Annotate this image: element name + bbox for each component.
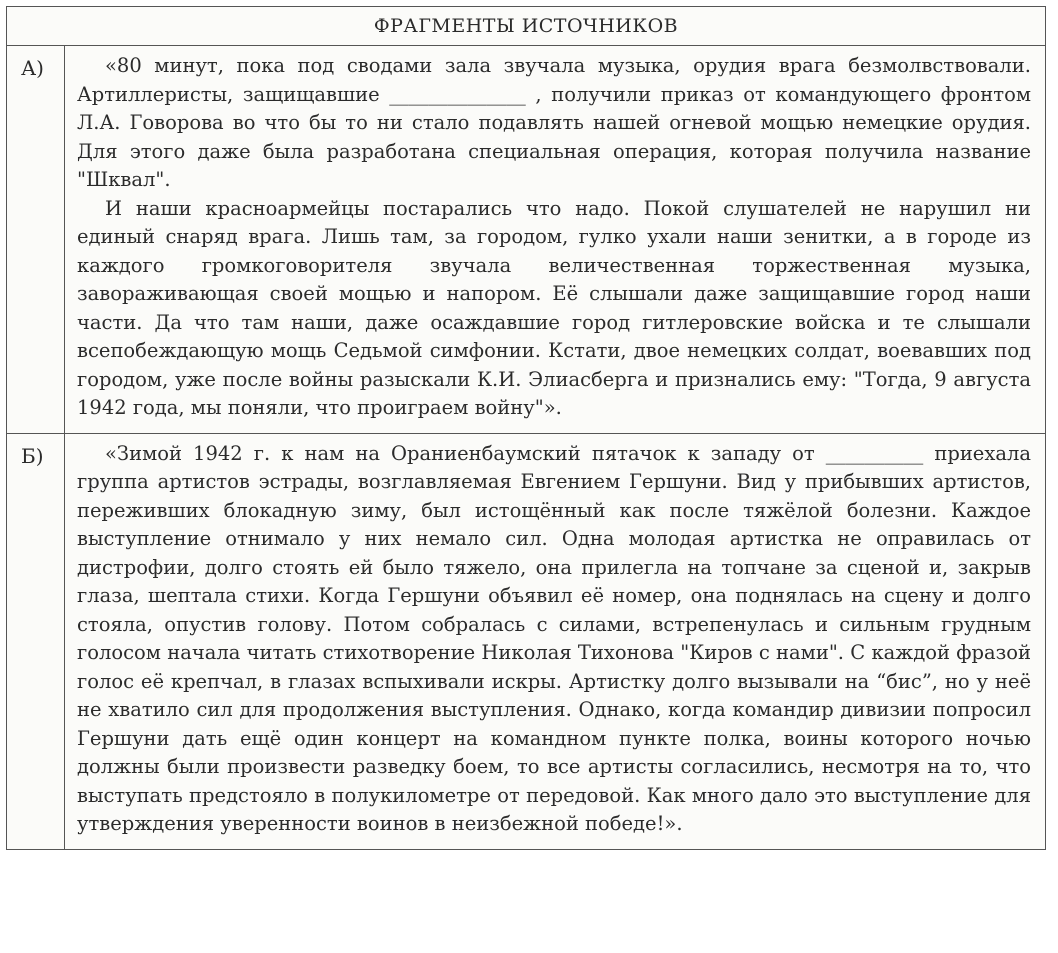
fragment-text-b <box>65 434 1045 849</box>
fragment-b-paragraph-1: «Зимой 1942 г. к нам на Ораниенбаумский пятачок к западу от __________ приехала группа артистов эстрады, возглавляемая Евгением Гершуни. Вид у прибывших артистов, переживших блокадную зиму, был истощённый как после тяжёлой болезни. Каждое выступление отнимало у них немало сил. Одна молодая артистка не оправилась от дистрофии, долго стоять ей было тяжело, она прилегла на топчане за сценой и, закрыв глаза, шептала стихи. Когда Гершуни объявил её номер, она поднялась на сцену и долго стояла, опустив голову. Потом собралась с силами, встрепенулась и сильным грудным голосом начала читать стихотворение Николая Тихонова "Киров с нами". С каждой фразой голос её крепчал, в глазах вспыхивали искры. Артистку долго вызывали на “бис”, но у неё не хватило сил для продолжения выступления. Однако, когда командир дивизии попросил Гершуни дать ещё один концерт на командном пункте полка, воины которого ночью должны были произвести разведку боем, то все артисты согласились, несмотря на то, что выступать предстояло в полукилометре от передовой. Как много дало это выступление для утверждения уверенности воинов в неизбежной победе!». <box>77 441 1031 835</box>
fragment-row-a <box>7 46 1045 434</box>
table-header <box>7 7 1045 46</box>
fragment-text-a <box>65 46 1045 433</box>
fragment-label-b: Б) <box>7 434 65 849</box>
fragment-a-paragraph-2: И наши красноармейцы постарались что надо. Покой слушателей не нарушил ни единый снаряд врага. Лишь там, за городом, гулко ухали наши зенитки, а в городе из каждого громкоговорителя звучала величественная торжественная музыка, завораживающая своей мощью и напором. Её слышали даже защищавшие город наши части. Да что там наши, даже осаждавшие город гитлеровские войска и те слышали всепобеждающую мощь Седьмой симфонии. Кстати, двое немецких солдат, воевавших под городом, уже после войны разыскали К.И. Элиасберга и признались ему: "Тогда, 9 августа 1942 года, мы поняли, что проиграем войну"». <box>77 196 1031 419</box>
sources-table <box>6 6 1046 850</box>
fragment-row-b <box>7 434 1045 849</box>
table-title: ФРАГМЕНТЫ ИСТОЧНИКОВ <box>373 15 679 37</box>
fragment-a-paragraph-1: «80 минут, пока под сводами зала звучала музыка, орудия врага безмолвствовали. Артиллеристы, защищавшие ______________ , получили приказ от командующего фронтом Л.А. Говорова во что бы то ни стало подавлять нашей огневой мощью немецкие орудия. Для этого даже была разработана специальная операция, которая получила название "Шквал". <box>77 54 1031 191</box>
fragment-label-a: А) <box>7 46 65 433</box>
